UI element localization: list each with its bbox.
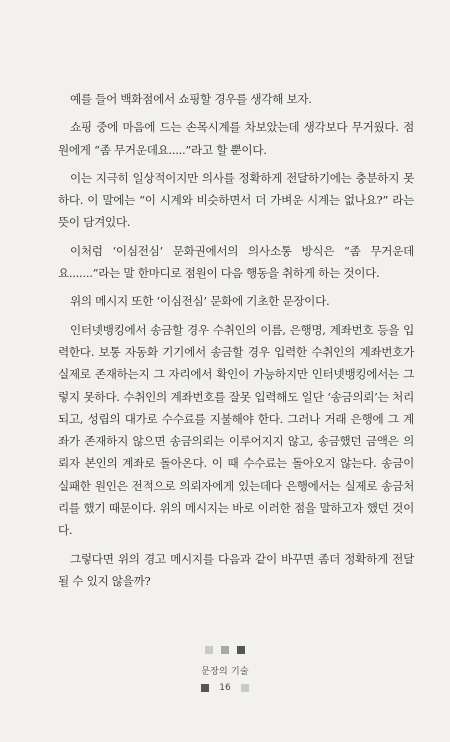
book-title: 문장의 기술 [201, 667, 249, 677]
square-icon-mid [221, 646, 229, 654]
paragraph-7: 그렇다면 위의 경고 메시지를 다음과 같이 바꾸면 좀더 정확하게 전달될 수 있지 않을까? [58, 551, 414, 588]
page-footer [0, 646, 450, 693]
paragraph-2: 쇼핑 중에 마음에 드는 손목시계를 차보았는데 생각보다 무거웠다. 점원에게 “좀 무거운데요.....”라고 할 뿐이다. [58, 120, 414, 157]
body-text [58, 88, 414, 598]
paragraph-4: 이처럼 ‘이심전심’ 문화권에서의 의사소통 방식은 “좀 무거운데요.......”라는 말 한마디로 점원이 다음 행동을 취하게 하는 것이다. [58, 243, 414, 281]
paragraph-3: 이는 지극히 일상적이지만 의사를 정확하게 전달하기에는 충분하지 못하다. 이 말에는 “이 시계와 비슷하면서 더 가벼운 시계는 없나요?” 라는 뜻이 담겨있다. [58, 170, 414, 230]
square-icon-right [241, 684, 249, 692]
page-number-row [0, 683, 450, 693]
page-number: 16 [219, 683, 231, 693]
paragraph-6: 인터넷뱅킹에서 송금할 경우 수취인의 이름, 은행명, 계좌번호 등을 입력한다. 보통 자동화 기기에서 송금할 경우 입력한 수취인의 계좌번호가 실제로 존재하는지 그 자리에서 확인이 가능하지만 인터넷뱅킹에서는 그렇지 못하다. 수취인의 계좌번호를 잘못 입력해도 일단 ‘송금의뢰’는 처리되고, 성립의 대가로 수수료를 지불해야 한다. 그러나 거래 은행에 그 계좌가 존재하지 않으면 송금의뢰는 이루어지지 않고, 송금했던 금액은 의뢰자 본인의 계좌로 돌아온다. 이 때 수수료는 돌아오지 않는다. 송금이 실패한 원인은 전적으로 의뢰자에게 있는데다 은행에서는 실제로 송금처리를 했기 때문이다. 위의 메시지는 바로 이러한 점을 말하고자 했던 것이다. [58, 322, 414, 538]
decorative-squares [0, 646, 450, 654]
square-icon-light [205, 646, 213, 654]
square-icon-dark [237, 646, 245, 654]
square-icon-left [201, 684, 209, 692]
paragraph-5: 위의 메시지 또한 ‘이심전심’ 문화에 기초한 문장이다. [70, 294, 330, 309]
paragraph-1: 예를 들어 백화점에서 쇼핑할 경우를 생각해 보자. [70, 92, 312, 106]
